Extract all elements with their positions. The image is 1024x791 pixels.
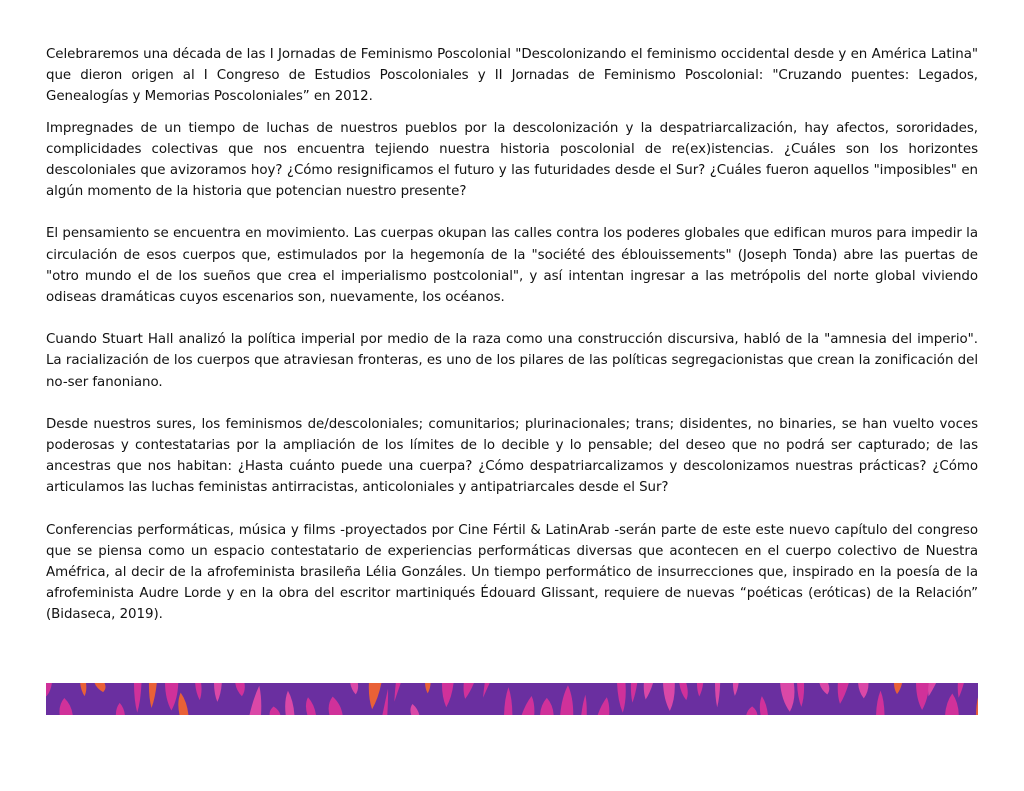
paragraph-pensamiento: El pensamiento se encuentra en movimiento. Las cuerpas okupan las calles contra los poderes globales que edifican muros para impedir la circulación de esos cuerpos que, estimulados por la hegemonía de la "société des éblouissements" (Joseph Tonda) abre las puertas de "otro mundo el de los sueños que crea el imperialismo postcolonial", y así intentan ingresar a las metrópolis del norte global viviendo odiseas dramáticas cuyos escenarios son, nuevamente, los océanos. (46, 226, 978, 306)
paragraph-impregnades: Impregnades de un tiempo de luchas de nuestros pueblos por la descolonización y la despatriarcalización, hay afectos, sororidades, complicidades colectivas que nos encuentra tejiendo nuestra historia poscolonial de re(ex)istencias. ¿Cuáles son los horizontes descoloniales que avizoramos hoy? ¿Cómo resignificamos el futuro y las futuridades desde el Sur? ¿Cuáles fueron aquellos "imposibles" en algún momento de la historia que potencian nuestro presente? (46, 120, 978, 200)
banner-pattern-graphic (46, 683, 978, 715)
paragraph-conferencias: Conferencias performáticas, música y films -proyectados por Cine Fértil & LatinArab -serán parte de este este nuevo capítulo del congreso que se piensa como un espacio contestatario de experiencias performáticas diversas que acontecen en el cuerpo colectivo de Nuestra Améfrica, al decir de la afrofeminista brasileña Lélia Gonzáles. Un tiempo performático de insurrecciones que, inspirado en la poesía de la afrofeminista Audre Lorde y en la obra del escritor martiniqués Édouard Glissant, requiere de nuevas “poéticas (eróticas) de la Relación” (Bidaseca, 2019). (46, 522, 978, 623)
decorative-banner (46, 683, 978, 715)
paragraph-intro: Celebraremos una década de las I Jornadas de Feminismo Poscolonial "Descolonizando el feminismo occidental desde y en América Latina" que dieron origen al I Congreso de Estudios Poscoloniales y II Jornadas de Feminismo Poscolonial: "Cruzando puentes: Legados, Genealogías y Memorias Poscoloniales” en 2012. (46, 47, 978, 105)
paragraph-stuart-hall: Cuando Stuart Hall analizó la política imperial por medio de la raza como una construcción discursiva, habló de la "amnesia del imperio". La racialización de los cuerpos que atraviesan fronteras, es uno de los pilares de las políticas segregacionistas que crean la zonificación del no-ser fanoniano. (46, 332, 978, 390)
document-body (46, 44, 978, 626)
paragraph-feminismos: Desde nuestros sures, los feminismos de/descoloniales; comunitarios; plurinacionales; trans; disidentes, no binaries, se han vuelto voces poderosas y contestatarias por la ampliación de los límites de lo decible y lo pensable; del deseo que no podrá ser capturado; de las ancestras que nos habitan: ¿Hasta cuánto puede una cuerpa? ¿Cómo despatriarcalizamos y descolonizamos nuestras prácticas? ¿Cómo articulamos las luchas feministas antirracistas, anticoloniales y antipatriarcales desde el Sur? (46, 416, 978, 496)
